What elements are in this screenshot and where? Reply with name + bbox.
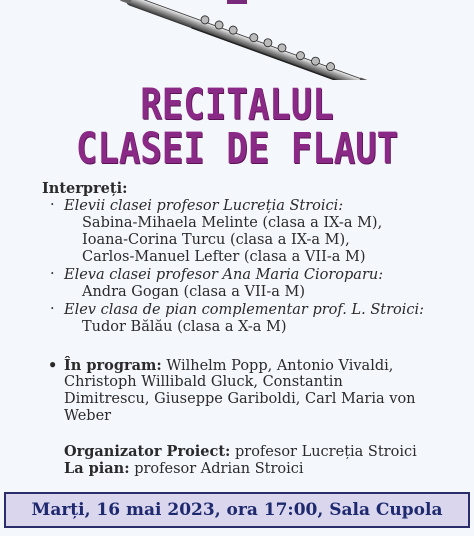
performer-item: Ioana-Corina Turcu (clasa a IX-a M), [82,232,350,248]
group2-label: Eleva clasei profesor Ana Maria Cioroparu: [64,267,384,283]
bullet: · [50,301,55,317]
piano-line [64,460,304,478]
organizer-label: Organizator Proiect: [64,443,231,460]
performer-item: Andra Gogan (clasa a VII-a M) [82,284,306,300]
bullet: · [50,266,55,282]
group3-label: Elev clasa de pian complementar prof. L. Stroici: [64,302,425,318]
bullet: • [48,357,58,374]
organizer-value: profesor Lucreția Stroici [234,444,417,460]
bullet: · [50,197,55,213]
piano-value: profesor Adrian Stroici [134,461,304,477]
title-line-2: CLASEI DE FLAUT [75,124,399,174]
piano-label: La pian: [64,460,130,477]
program-line-4: Weber [64,408,112,424]
title-line-1: RECITALUL [140,80,334,130]
performer-item: Carlos-Manuel Lefter (clasa a VII-a M) [82,249,366,265]
organizer-line [64,443,417,461]
program-heading: În program: [64,357,162,374]
program-line-3: Dimitrescu, Giuseppe Gariboldi, Carl Maria von [64,391,416,407]
flute-image [0,0,474,80]
performer-item: Tudor Bălău (clasa a X-a M) [82,319,287,335]
performer-item: Sabina-Mihaela Melinte (clasa a IX-a M), [82,215,383,231]
performers-heading: Interpreți: [42,180,128,197]
program-text-1: Wilhelm Popp, Antonio Vivaldi, [166,358,394,374]
event-date-banner: Marți, 16 mai 2023, ora 17:00, Sala Cupola [4,492,470,528]
program-line-1 [64,357,393,375]
group1-label: Elevii clasei profesor Lucreția Stroici: [64,198,344,214]
program-line-2: Christoph Willibald Gluck, Constantin [64,374,343,390]
